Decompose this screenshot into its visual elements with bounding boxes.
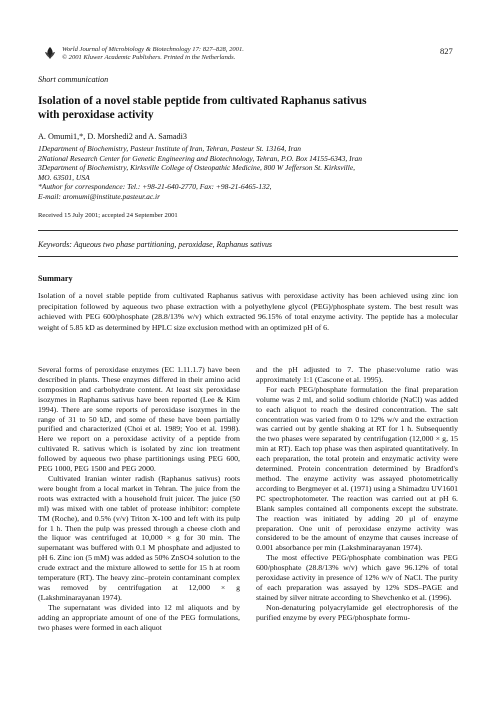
affiliation-3: 3Department of Biochemistry, Kirksville College of Osteopathic Medicine, 800 W Jefferson St. Kirksville,	[38, 163, 356, 173]
divider-top	[38, 230, 458, 231]
paragraph: and the pH adjusted to 7. The phase:volume ratio was approximately 1:1 (Cascone et al. 1995).	[256, 365, 458, 384]
summary-heading: Summary	[38, 274, 73, 283]
summary-text: Isolation of a novel stable peptide from cultivated Raphanus sativus with peroxidase activity has been achieved using zinc ion precipitation followed by aqueous two phase extraction with a polyethylene glycol (PEG)/phosphate system. The best result was achieved with PEG 600/phosphate (28.8/13% w/v) which extracted 96.15% of total enzyme activity. The peptide has a molecular weight of 5.85 kD as determined by HPLC size exclusion method with an optimized pH of 6.	[38, 291, 458, 332]
title-line-2: with peroxidase activity	[38, 109, 154, 121]
received-dates: Received 15 July 2001; accepted 24 September 2001	[38, 212, 178, 219]
author-list: A. Omumi1,*, D. Morshedi2 and A. Samadi3	[38, 132, 187, 141]
correspondence: *Author for correspondence: Tel.: +98-21-640-2770, Fax: +98-21-6465-132,	[38, 182, 272, 192]
affiliation-1: 1Department of Biochemistry, Pasteur Institute of Iran, Tehran, Pasteur St. 13164, Iran	[38, 144, 302, 153]
divider-bottom	[38, 256, 458, 257]
page-number: 827	[440, 46, 453, 56]
affiliation-2: 2National Research Center for Genetic Engineering and Biotechnology, Tehran, P.O. Box 14155-6343, Iran	[38, 153, 363, 163]
left-column	[38, 365, 240, 632]
paragraph: For each PEG/phosphate formulation the final preparation volume was 2 ml, and solid sodium chloride (NaCl) was added to each aliquot to reach the desired concentration. The salt concentration was varied from 0 to 12% w/v and the extraction was carried out by gentle shaking at RT for 1 h. Subsequently the two phases were separated by centrifugation (12,000 × g, 15 min at RT). Each top phase was then aspirated quantitatively. In each preparation, the total protein and enzymatic activity were determined. Protein concentration determined by Bradford's method. The enzyme activity was assayed photometrically according to Bergmeyer et al. (1971) using a Shimadzu UV1601 PC spectrophotometer. The reaction was carried out at pH 6. Blank samples contained all components except the substrate. The reaction was initiated by adding 20 μl of enzyme preparation. One unit of peroxidase enzyme activity was considered to be the amount of enzyme that causes increase of 0.001 absorbance per min (Lakshminarayanan 1974).	[256, 384, 458, 553]
paragraph: Non-denaturing polyacrylamide gel electrophoresis of the purified enzyme by every PEG/phosphate formu-	[256, 602, 458, 622]
publisher-logo-icon	[43, 46, 57, 60]
email[interactable]: E-mail: aromumi@institute.pasteur.ac.ir	[38, 191, 161, 201]
paragraph: Cultivated Iranian winter radish (Raphanus sativus) roots were bought from a local market in Tehran. The juice from the roots was extracted with a household fruit juicer. The juice (50 ml) was mixed with one tablet of protease inhibitor: complete TM (Roche), and 0.5% (v/v) Triton X-100 and left with its pulp for 1 h. Then the pulp was pressed through a cheese cloth and the liquor was centrifuged at 10,000 × g for 30 min. The supernatant was buffered with 0.1 M phosphate and adjusted to pH 6. Zinc ion (5 mM) was added as 50% ZnSO4 solution to the crude extract and the mixture allowed to settle for 15 h at room temperature (RT). The heavy zinc–protein contaminant complex was removed by centrifugation at 12,000 × g (Lakshminarayanan 1974).	[38, 473, 240, 602]
affiliations	[38, 144, 458, 202]
affiliation-3-cont: MO. 63501, USA	[38, 172, 90, 182]
journal-citation	[62, 46, 244, 63]
article-type: Short communication	[38, 75, 109, 84]
title-line-1: Isolation of a novel stable peptide from cultivated Raphanus sativus	[38, 95, 367, 107]
paragraph: The most effective PEG/phosphate combination was PEG 600/phosphate (28.8/13% w/v) which gave 96.12% of total peroxidase activity in presence of 12% w/v of NaCl. The purity of each preparation was assayed by 12% SDS–PAGE and stained by silver nitrate according to Shevchenko et al. (1996).	[256, 553, 458, 602]
journal-line-1: World Journal of Microbiology & Biotechnology 17: 827–828, 2001.	[62, 46, 244, 53]
paragraph: The supernatant was divided into 12 ml aliquots and by adding an appropriate amount of one of the PEG formulations, two phases were formed in each aliquot	[38, 602, 240, 632]
right-column	[256, 365, 458, 623]
article-title	[38, 94, 458, 122]
journal-line-2: © 2001 Kluwer Academic Publishers. Printed in the Netherlands.	[62, 54, 236, 62]
paragraph: Several forms of peroxidase enzymes (EC 1.11.1.7) have been described in plants. These enzymes differed in their amino acid composition and carbohydrate content. At least six peroxidase isozymes in Raphanus sativus have been reported (Lee & Kim 1994). There are some reports of peroxidase isozymes in the range of 31 to 50 kD, and some of these have been partially purified and characterized (Choi et al. 1989; Yoo et al. 1998). Here we report on a peroxidase activity of a peptide from cultivated R. sativus which is isolated by zinc ion treatment followed by aqueous two phase partitionings using PEG 600, PEG 1000, PEG 1500 and PEG 2000.	[38, 365, 240, 474]
keywords: Keywords: Aqueous two phase partitioning, peroxidase, Raphanus sativus	[38, 240, 273, 249]
